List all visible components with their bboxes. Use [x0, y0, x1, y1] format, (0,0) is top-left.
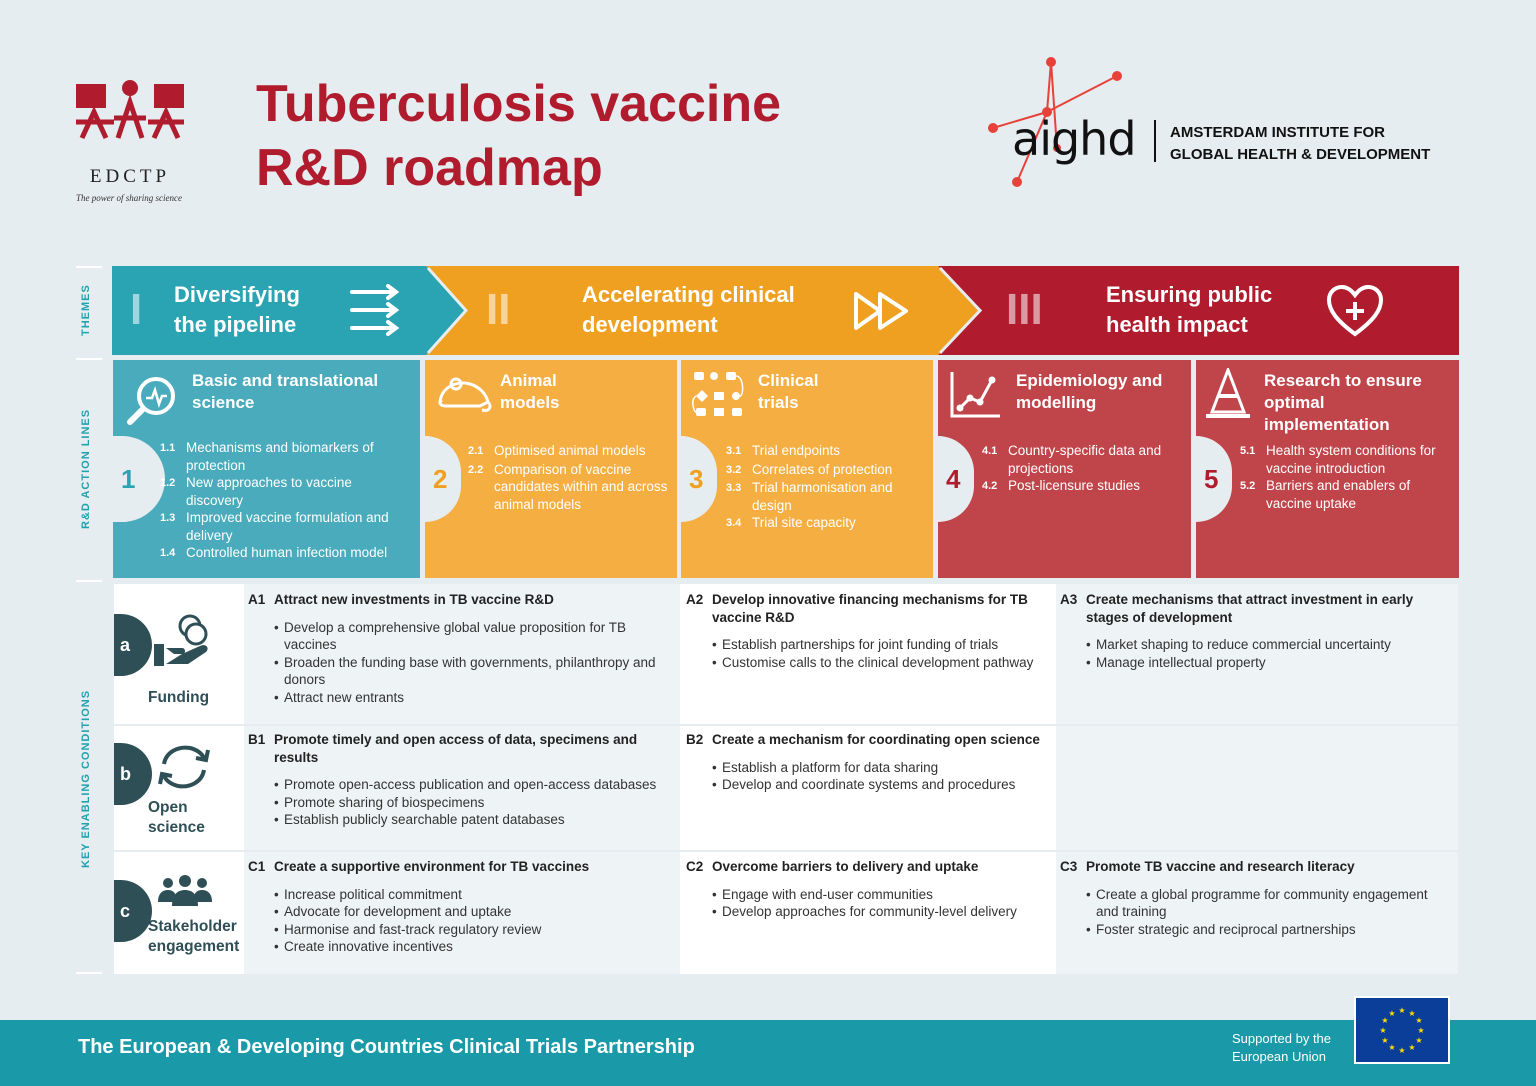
cell-code: A3 [1060, 592, 1078, 607]
enabling-name-line2: engagement [148, 938, 240, 955]
cycle-arrows-icon [156, 742, 212, 792]
bullet-text: Broaden the funding base with governments, philanthropy and donors [284, 654, 656, 687]
aighd-wordmark: aighd [1012, 112, 1136, 166]
action-4-title-line1: Epidemiology and [1016, 371, 1163, 390]
action-2-title [500, 370, 670, 414]
cell-code: C3 [1060, 859, 1078, 874]
theme-2-roman: II [486, 285, 511, 334]
list-item: • Engage with end-user communities [712, 886, 933, 902]
action-1-title-line2: science [192, 393, 255, 412]
cell-title-text: Develop innovative financing mechanisms for TB vaccine R&D [712, 592, 1028, 625]
list-item: • Establish a platform for data sharing [712, 759, 939, 775]
list-item: • Establish partnerships for joint funding of trials [712, 637, 999, 652]
bullet-text: Develop a comprehensive global value proposition for TB vaccines [284, 619, 626, 652]
item-number: 4.1 [982, 445, 998, 457]
action-3-items [726, 442, 926, 533]
fast-forward-icon [852, 290, 910, 332]
bullet-text: Customise calls to the clinical development pathway [722, 654, 1034, 670]
list-item [726, 461, 926, 480]
theme-2-line2: development [582, 312, 718, 337]
cell-title-text: Create mechanisms that attract investment in early stages of development [1086, 592, 1414, 625]
action-5-title-line1: Research to ensure [1264, 371, 1422, 390]
list-item [726, 479, 926, 514]
cell-title-text: Overcome barriers to delivery and uptake [712, 859, 979, 874]
action-number-5: 5 [1196, 436, 1232, 522]
action-1-items [160, 439, 412, 563]
cell-title-text: Create a supportive environment for TB vaccines [274, 859, 590, 874]
cell-title [686, 858, 1048, 876]
theme-2-name [582, 280, 795, 340]
list-item: • Promote sharing of biospecimens [274, 794, 485, 810]
item-number: 5.1 [1240, 445, 1256, 457]
flowchart-icon [692, 370, 748, 418]
enabling-badge-b: b [114, 743, 152, 805]
title-line-1: Tuberculosis vaccine [256, 75, 782, 133]
theme-1-roman: I [130, 285, 143, 334]
list-item [982, 477, 1184, 496]
cell-code: B1 [248, 732, 266, 747]
eu-line1: Supported by the [1232, 1031, 1332, 1046]
list-item: • Broaden the funding base with governments, philanthropy and donors [248, 654, 668, 689]
item-text: Country-specific data and projections [1008, 443, 1162, 476]
cell-bullets [248, 886, 668, 956]
title-line-2: R&D roadmap [256, 139, 603, 197]
cell-bullets [1060, 636, 1450, 671]
edctp-name: EDCTP [89, 166, 171, 187]
action-number-4: 4 [938, 436, 974, 522]
list-item: • Create innovative incentives [274, 939, 453, 954]
cell-bullets [686, 636, 1048, 671]
col-tint [1056, 726, 1458, 850]
list-item [726, 442, 926, 461]
theme-3 [1006, 285, 1043, 334]
enabling-name-line1: Open [148, 799, 188, 816]
enabling-name-line2: science [148, 819, 205, 836]
action-3-title-line2: trials [758, 393, 799, 412]
cell-title [1060, 858, 1450, 876]
item-number: 1.4 [160, 547, 176, 559]
bullet-text: Promote sharing of biospecimens [284, 794, 485, 810]
list-item: • Manage intellectual property [1086, 654, 1266, 670]
svg-text:★: ★ [1398, 1006, 1406, 1015]
action-3-title [758, 370, 928, 414]
cell-title-text: Create a mechanism for coordinating open science [712, 732, 1040, 747]
item-text: Trial harmonisation and design [752, 480, 893, 513]
theme-3-line2: health impact [1106, 312, 1248, 337]
cell-bullets [248, 619, 668, 707]
hand-coins-icon [152, 612, 212, 670]
svg-text:★: ★ [1417, 1026, 1425, 1035]
action-5-title [1264, 370, 1454, 436]
list-item [160, 439, 412, 474]
cell-title-text: Promote timely and open access of data, specimens and results [274, 732, 638, 765]
enabling-name-line1: Stakeholder [148, 918, 237, 935]
side-rule [76, 580, 102, 582]
item-text: New approaches to vaccine discovery [186, 475, 352, 508]
themes-side-label: THEMES [80, 284, 92, 337]
people-group-icon [158, 874, 212, 910]
item-text: Improved vaccine formulation and delivery [186, 510, 389, 543]
enabling-name-funding [148, 688, 209, 708]
list-item: • Advocate for development and uptake [274, 904, 512, 919]
cell-bullets [248, 776, 676, 829]
enabling-badge-c: c [114, 880, 152, 942]
cell-b1 [248, 731, 676, 829]
item-number: 4.2 [982, 480, 998, 492]
svg-text:★: ★ [1415, 1016, 1423, 1025]
item-number: 1.2 [160, 477, 176, 489]
bullet-text: Attract new entrants [284, 689, 405, 705]
item-text: Barriers and enablers of vaccine uptake [1266, 478, 1411, 511]
enabling-side-label: KEY ENABLING CONDITIONS [80, 689, 92, 869]
cell-c1 [248, 858, 668, 956]
traffic-cone-icon [1204, 368, 1252, 420]
item-text: Mechanisms and biomarkers of protection [186, 440, 374, 473]
svg-text:★: ★ [1415, 1036, 1423, 1045]
aighd-line-1: AMSTERDAM INSTITUTE FOR [1170, 124, 1385, 141]
enabling-badge-a: a [114, 614, 152, 676]
bullet-text: Establish publicly searchable patent databases [284, 812, 565, 827]
list-item: • Foster strategic and reciprocal partnerships [1086, 921, 1356, 937]
enabling-name-stakeholder [148, 917, 239, 957]
item-text: Comparison of vaccine candidates within and across animal models [494, 461, 668, 512]
bullet-text: Manage intellectual property [1096, 654, 1266, 670]
list-item: • Customise calls to the clinical development pathway [712, 654, 1034, 670]
action-2-title-line2: models [500, 393, 560, 412]
cell-title-text: Promote TB vaccine and research literacy [1086, 859, 1355, 874]
cell-code: B2 [686, 732, 704, 747]
list-item [982, 442, 1184, 477]
theme-1-line1: Diversifying [174, 282, 300, 307]
aighd-institute-name [1170, 122, 1430, 166]
action-5-title-line2: optimal implementation [1264, 393, 1390, 434]
list-item: • Market shaping to reduce commercial uncertainty [1086, 637, 1391, 652]
action-number-2: 2 [425, 436, 461, 522]
cell-a1 [248, 591, 668, 706]
list-item [160, 474, 412, 509]
item-number: 3.4 [726, 517, 742, 529]
cell-title [248, 858, 668, 876]
line-chart-icon [950, 370, 1002, 418]
svg-text:★: ★ [1381, 1036, 1389, 1045]
action-2-items [468, 442, 668, 513]
edctp-logo [74, 78, 186, 140]
action-3-title-line1: Clinical [758, 371, 819, 390]
arrows-icon [348, 284, 402, 336]
action-4-items [982, 442, 1184, 496]
action-5-items [1240, 442, 1452, 512]
svg-text:★: ★ [1408, 1043, 1416, 1052]
cell-c2 [686, 858, 1048, 921]
theme-2 [486, 285, 511, 334]
cell-a2 [686, 591, 1048, 671]
theme-3-line1: Ensuring public [1106, 282, 1273, 307]
item-text: Correlates of protection [752, 461, 893, 477]
list-item: • Promote open-access publication and open-access databases [274, 777, 657, 792]
theme-2-line1: Accelerating clinical [582, 282, 795, 307]
theme-1-line2: the pipeline [174, 312, 297, 337]
bullet-text: Develop and coordinate systems and procedures [722, 777, 1016, 792]
side-rule [76, 972, 102, 974]
action-4-title-line2: modelling [1016, 393, 1097, 412]
svg-text:★: ★ [1398, 1046, 1406, 1055]
list-item [1240, 442, 1452, 477]
svg-text:★: ★ [1379, 1026, 1387, 1035]
item-text: Trial site capacity [752, 515, 856, 530]
list-item: • Increase political commitment [274, 886, 462, 902]
bullet-text: Advocate for development and uptake [284, 904, 512, 919]
list-item: • Establish publicly searchable patent databases [274, 812, 565, 827]
list-item: • Develop and coordinate systems and procedures [712, 777, 1016, 792]
action-number-1: 1 [113, 436, 165, 522]
footer-text: The European & Developing Countries Clinical Trials Partnership [78, 1036, 695, 1058]
cell-a3 [1060, 591, 1450, 671]
item-text: Controlled human infection model [186, 545, 388, 560]
magnifier-chart-icon [126, 374, 178, 426]
list-item: • Develop approaches for community-level delivery [712, 904, 1017, 919]
cell-bullets [686, 886, 1048, 921]
enabling-name-line1: Funding [148, 689, 210, 706]
edctp-tagline: The power of sharing science [76, 193, 182, 203]
cell-code: C2 [686, 859, 704, 874]
bullet-text: Harmonise and fast-track regulatory review [284, 921, 542, 937]
action-1-title-line1: Basic and translational [192, 371, 379, 390]
item-number: 2.2 [468, 463, 484, 476]
item-number: 3.2 [726, 463, 742, 476]
item-text: Trial endpoints [752, 443, 841, 458]
bullet-text: Foster strategic and reciprocal partnerships [1096, 921, 1356, 937]
action-1-title [192, 370, 412, 414]
list-item [726, 514, 926, 533]
enabling-name-open-science [148, 798, 205, 838]
cell-code: A2 [686, 592, 704, 607]
item-number: 3.1 [726, 445, 742, 457]
bullet-text: Establish a platform for data sharing [722, 759, 939, 775]
item-number: 3.3 [726, 482, 742, 494]
theme-3-name [1106, 280, 1272, 340]
item-number: 1.3 [160, 512, 176, 524]
cell-title-text: Attract new investments in TB vaccine R&D [274, 592, 554, 607]
theme-1-name [174, 280, 300, 340]
item-number: 2.1 [468, 445, 484, 457]
bullet-text: Engage with end-user communities [722, 886, 933, 902]
action-number-3: 3 [681, 436, 717, 522]
cell-title [248, 731, 676, 766]
svg-text:★: ★ [1381, 1016, 1389, 1025]
heart-plus-icon [1326, 284, 1384, 338]
action-lines-side-label: R&D ACTION LINES [80, 408, 92, 530]
action-4-title [1016, 370, 1186, 414]
eu-flag-icon [1354, 996, 1450, 1064]
bullet-text: Promote open-access publication and open-access databases [284, 777, 657, 792]
item-text: Optimised animal models [494, 443, 646, 458]
list-item: • Attract new entrants [274, 689, 405, 705]
cell-bullets [1060, 886, 1450, 939]
mouse-icon [432, 374, 494, 414]
aighd-line-2: GLOBAL HEALTH & DEVELOPMENT [1170, 146, 1431, 163]
cell-code: C1 [248, 859, 266, 874]
eu-line2: European Union [1232, 1049, 1326, 1064]
list-item [160, 544, 412, 563]
list-item [1240, 477, 1452, 512]
page-title [256, 72, 876, 200]
item-text: Post-licensure studies [1008, 478, 1141, 493]
list-item: • Harmonise and fast-track regulatory review [274, 921, 542, 937]
action-2-title-line1: Animal [500, 371, 557, 390]
item-number: 1.1 [160, 442, 176, 454]
cell-code: A1 [248, 592, 266, 607]
bullet-text: Establish partnerships for joint funding of trials [722, 637, 999, 652]
bullet-text: Create innovative incentives [284, 939, 453, 954]
list-item [160, 509, 412, 544]
eu-support-text [1232, 1030, 1331, 1066]
list-item: • Create a global programme for community engagement and training [1060, 886, 1450, 921]
cell-title [1060, 591, 1450, 626]
item-number: 5.2 [1240, 480, 1256, 492]
list-item [468, 461, 668, 514]
svg-text:★: ★ [1388, 1009, 1396, 1018]
theme-1 [130, 285, 143, 334]
cell-title [248, 591, 668, 609]
aighd-divider [1154, 120, 1156, 162]
list-item [468, 442, 668, 461]
cell-title [686, 731, 1048, 749]
bullet-text: Create a global programme for community engagement and training [1096, 886, 1428, 919]
theme-3-roman: III [1006, 285, 1043, 334]
list-item: • Develop a comprehensive global value proposition for TB vaccines [248, 619, 668, 654]
cell-title [686, 591, 1048, 626]
item-text: Health system conditions for vaccine introduction [1266, 443, 1436, 476]
cell-b2 [686, 731, 1048, 794]
svg-text:★: ★ [1388, 1043, 1396, 1052]
bullet-text: Increase political commitment [284, 886, 462, 902]
cell-bullets [686, 759, 1048, 794]
cell-c3 [1060, 858, 1450, 938]
bullet-text: Market shaping to reduce commercial uncertainty [1096, 637, 1391, 652]
bullet-text: Develop approaches for community-level delivery [722, 904, 1017, 919]
svg-text:★: ★ [1408, 1009, 1416, 1018]
